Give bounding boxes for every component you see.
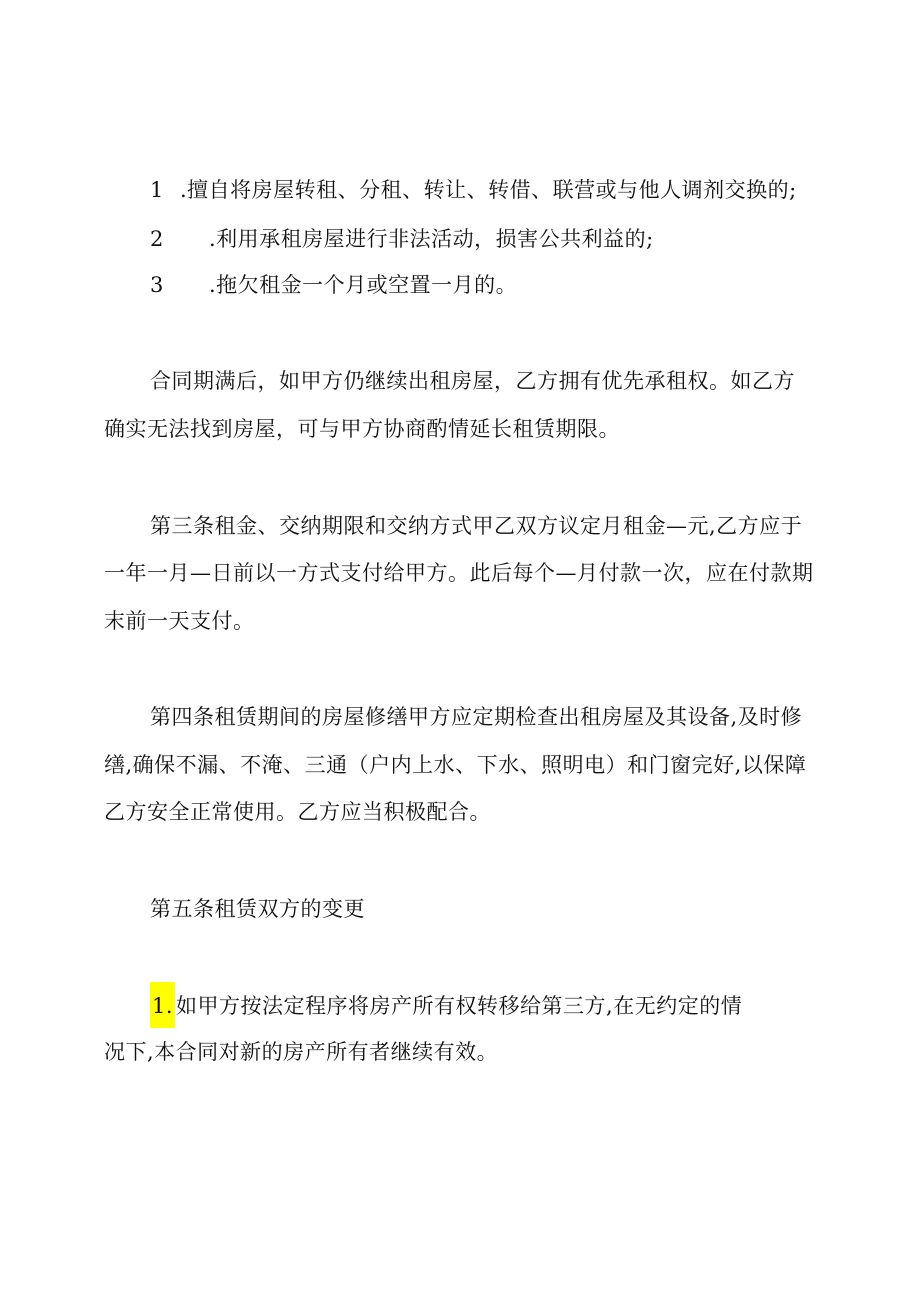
paragraph-line: 第四条租赁期间的房屋修缮甲方应定期检查出租房屋及其设备,及时修: [150, 705, 803, 729]
list-item-text: 如甲方按法定程序将房产所有权转移给第三方,在无约定的情: [176, 994, 743, 1018]
paragraph-line: 一年一月—日前以一方式支付给甲方。此后每个—月付款一次，应在付款期: [104, 561, 814, 585]
list-item: [150, 982, 742, 1028]
list-item-number: 2: [150, 227, 164, 251]
list-item-text: .利用承租房屋进行非法活动，损害公共利益的;: [209, 227, 654, 251]
paragraph-line: 合同期满后，如甲方仍继续出租房屋，乙方拥有优先承租权。如乙方: [150, 369, 795, 393]
list-item-number: 3: [150, 273, 164, 297]
paragraph-line: 第三条租金、交纳期限和交纳方式甲乙双方议定月租金—元,乙方应于: [150, 514, 803, 538]
paragraph-line: 末前一天支付。: [104, 609, 255, 633]
paragraph-line: 乙方安全正常使用。乙方应当积极配合。: [104, 800, 491, 824]
highlighted-number: 1.: [150, 982, 175, 1028]
list-item-text: .拖欠租金一个月或空置一月的。: [209, 273, 518, 297]
paragraph-line: 确实无法找到房屋，可与甲方协商酌情延长租赁期限。: [104, 417, 620, 441]
list-item: [150, 225, 654, 253]
list-item-text: .擅自将房屋转租、分租、转让、转借、联营或与他人调剂交换的;: [180, 178, 797, 202]
paragraph-line: 况下,本合同对新的房产所有者继续有效。: [104, 1040, 499, 1064]
paragraph-line: 缮,确保不漏、不淹、三通（户内上水、下水、照明电）和门窗完好,以保障: [104, 753, 807, 777]
list-item: [150, 271, 517, 299]
section-heading: 第五条租赁双方的变更: [150, 897, 365, 921]
list-item: [150, 176, 797, 204]
list-item-number: 1: [150, 178, 164, 202]
